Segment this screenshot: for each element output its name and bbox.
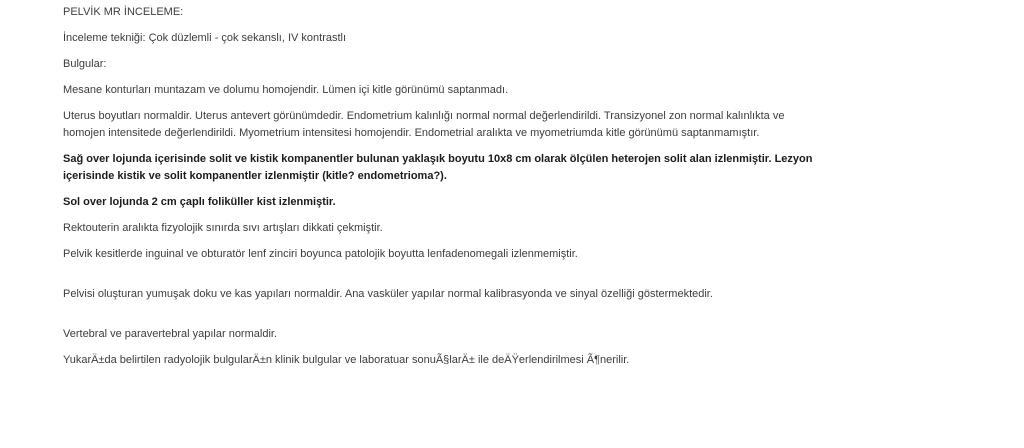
finding-vertebral: Vertebral ve paravertebral yapılar normaldir. — [63, 328, 277, 340]
finding-right-ovary: Sağ over lojunda içerisinde solit ve kistik kompanentler bulunan yaklaşık boyutu 10x8 cm olarak ölçülen heterojen solit alan izlenmiştir. Lezyon içerisinde kistik ve solit kompanentler izlenmiştir (kitle? endometrioma?). — [63, 153, 813, 182]
finding-uterus: Uterus boyutları normaldir. Uterus antevert görünümdedir. Endometrium kalınlığı normal normal değerlendirildi. Transizyonel zon normal kalınlıkta ve homojen intensitede değerlendirildi. Myometrium intensitesi homojendir. Endometrial aralıkta ve myometriumda kitle görünümü saptanmamıştır. — [63, 110, 785, 139]
findings-heading: Bulgular: — [63, 58, 107, 70]
report-title: PELVİK MR İNCELEME: — [63, 6, 184, 18]
report-technique: İnceleme tekniği: Çok düzlemli - çok sekanslı, IV kontrastlı — [63, 32, 347, 44]
recommendation-line: YukarÄ±da belirtilen radyolojik bulgularÄ±n klinik bulgular ve laboratuar sonuÃ§larÄ± ile deÄŸerlendirilmesi Ã¶nerilir. — [63, 354, 630, 366]
finding-left-ovary: Sol over lojunda 2 cm çaplı foliküller kist izlenmiştir. — [63, 196, 336, 208]
finding-bladder: Mesane konturları muntazam ve dolumu homojendir. Lümen içi kitle görünümü saptanmadı. — [63, 84, 509, 96]
finding-lymph-nodes: Pelvik kesitlerde inguinal ve obturatör lenf zinciri boyunca patolojik boyutta lenfadenomegali izlenmemiştir. — [63, 248, 578, 260]
finding-soft-tissue-vessels: Pelvisi oluşturan yumuşak doku ve kas yapıları normaldir. Ana vasküler yapılar normal kalibrasyonda ve sinyal özelliği göstermektedir. — [63, 288, 713, 300]
finding-rectouterine-space: Rektouterin aralıkta fizyolojik sınırda sıvı artışları dikkati çekmiştir. — [63, 222, 383, 234]
